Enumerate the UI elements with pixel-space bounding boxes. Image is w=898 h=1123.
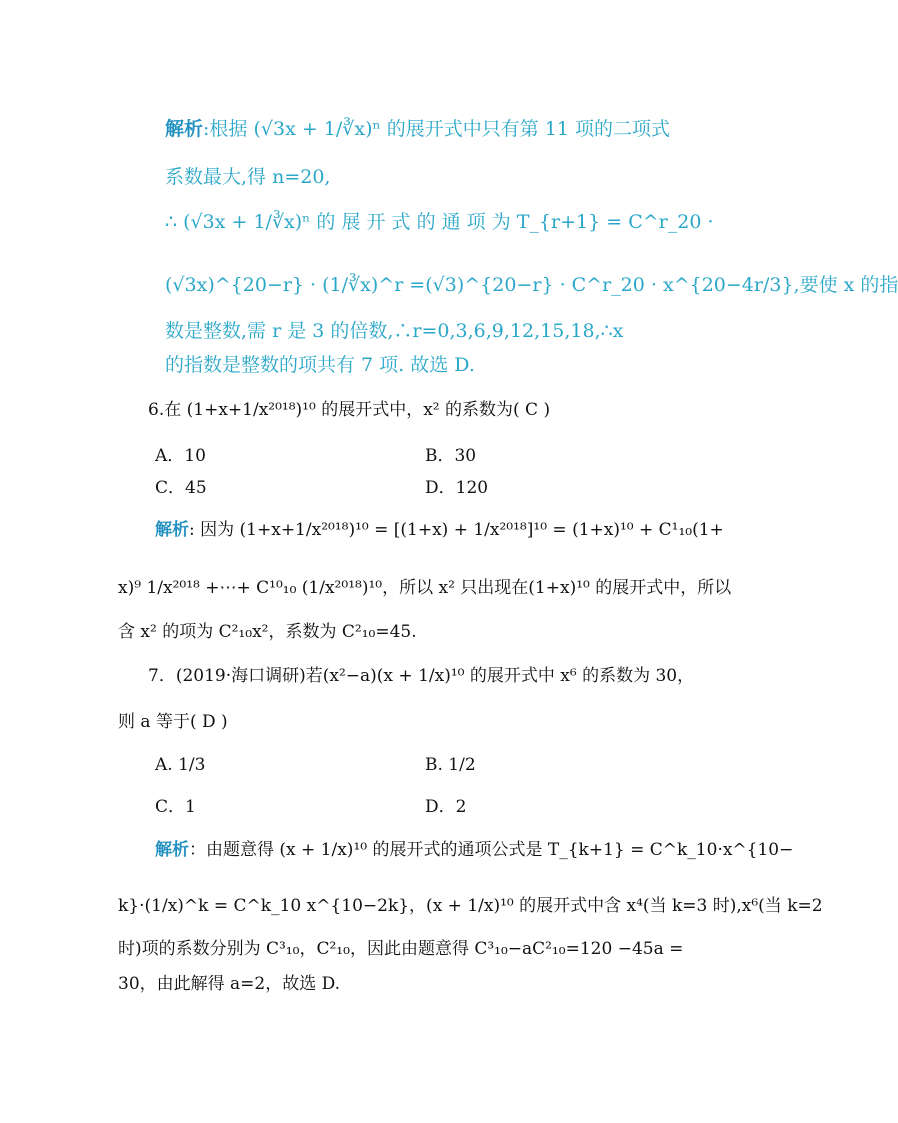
q7-sol-text: ：由题意得 (x + 1/x)¹⁰ 的展开式的通项公式是 T_{k+1} = C^k_10·x^{10− [189,840,794,860]
q5-solution-line-6: 的指数是整数的项共有 7 项. 故选 D. [165,354,475,376]
q6-option-d: D．120 [425,478,489,498]
q7-option-b: B. 1/2 [425,755,476,775]
q6-sol-text: : 因为 (1+x+1/x²⁰¹⁸)¹⁰ = [(1+x) + 1/x²⁰¹⁸]¹⁰ = (1+x)¹⁰ + C¹₁₀(1+ [189,520,724,540]
q5-solution-line-2: 系数最大,得 n=20, [165,166,331,188]
q6-solution-line-1 [155,522,724,539]
solution-label: 解析 [155,840,189,860]
q7-option-d: D．2 [425,797,467,817]
solution-label: 解析 [155,520,189,540]
q6-stem: 6.在 (1+x+1/x²⁰¹⁸)¹⁰ 的展开式中，x² 的系数为( C ) [148,400,551,420]
q7-solution-line-4: 30，由此解得 a=2，故选 D. [118,974,341,994]
q7-option-a: A. 1/3 [155,755,206,775]
q7-solution-line-1 [155,842,793,859]
q7-stem-line-1: 7．(2019·海口调研)若(x²−a)(x + 1/x)¹⁰ 的展开式中 x⁶ 的系数为 30， [148,666,695,686]
q5-solution-line-1 [165,120,670,139]
q7-solution-line-2: k}·(1/x)^k = C^k_10 x^{10−2k}，(x + 1/x)¹⁰ 的展开式中含 x⁴(当 k=3 时),x⁶(当 k=2 [118,896,823,916]
q5-solution-line-4: (√3x)^{20−r} · (1/∛x)^r =(√3)^{20−r} · C^r_20 · x^{20−4r/3},要使 x 的指 [165,274,898,296]
q6-option-c: C．45 [155,478,207,498]
q6-solution-line-2: x)⁹ 1/x²⁰¹⁸ +⋯+ C¹⁰₁₀ (1/x²⁰¹⁸)¹⁰，所以 x² 只出现在(1+x)¹⁰ 的展开式中，所以 [118,578,732,598]
q5-text: :根据 (√3x + 1/∛x)ⁿ 的展开式中只有第 11 项的二项式 [203,118,671,140]
q6-solution-line-3: 含 x² 的项为 C²₁₀x²，系数为 C²₁₀=45. [118,622,417,642]
q7-solution-line-3: 时)项的系数分别为 C³₁₀，C²₁₀，因此由题意得 C³₁₀−aC²₁₀=120 −45a = [118,939,684,959]
q6-option-b: B．30 [425,446,477,466]
q7-option-c: C．1 [155,797,196,817]
q5-solution-line-3: ∴ (√3x + 1/∛x)ⁿ 的 展 开 式 的 通 项 为 T_{r+1} = C^r_20 · [165,211,714,233]
q6-option-a: A．10 [155,446,206,466]
solution-label: 解析 [165,118,204,140]
q7-stem-line-2: 则 a 等于( D ) [118,712,228,732]
q5-solution-line-5: 数是整数,需 r 是 3 的倍数,∴r=0,3,6,9,12,15,18,∴x [165,320,624,342]
